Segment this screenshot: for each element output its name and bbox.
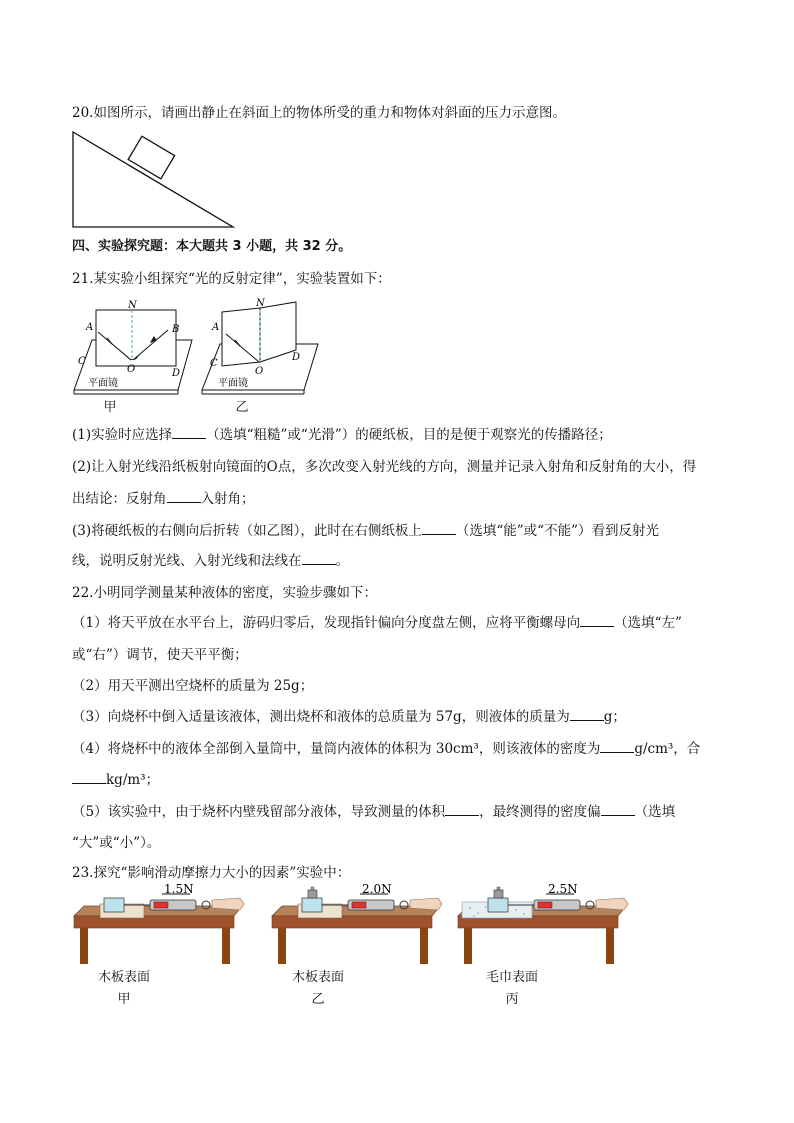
q22-step4-line2: kg/m³； [72,771,159,789]
q22-step1-line2: 或“右”）调节，使天平平衡； [72,647,248,663]
q22-step4-line1: （4）将烧杯中的液体全部倒入量筒中，量筒内液体的体积为 30cm³，则该液体的密度为 g/cm³，合 [72,741,701,757]
mirror-label: 平面镜 [218,378,248,389]
q22-step5-line1: （5）该实验中，由于烧杯内壁残留部分液体，导致测量的体积 ，最终测得的密度偏 （选填 [72,804,676,820]
answer-blank[interactable] [167,490,201,503]
q21-part3-line2: 线，说明反射光线、入射光线和法线在 。 [72,553,349,569]
answer-blank[interactable] [302,552,336,565]
fig-caption-yi: 乙 [235,400,249,415]
fig-letter-n: N [128,300,137,311]
answer-blank[interactable] [601,803,635,816]
answer-blank[interactable] [422,522,456,535]
force-reading: 2.0N [362,882,392,896]
fig-letter-o: O [127,364,136,375]
fig-letter-d: D [172,368,181,379]
answer-blank[interactable] [600,740,634,753]
force-reading: 2.5N [548,882,578,896]
q20-text: 20.如图所示，请画出静止在斜面上的物体所受的重力和物体对斜面的压力示意图。 [72,105,566,121]
force-reading: 1.5N [164,882,194,896]
surface-label: 木板表面 [97,970,150,985]
q22-step5-line2: “大”或“小”）。 [72,835,161,851]
reflection-figure-yi [200,300,325,395]
fig-letter-a: A [86,322,94,333]
fig-caption: 甲 [117,992,131,1007]
fig-caption-jia: 甲 [103,400,117,415]
surface-label: 毛巾表面 [485,970,538,985]
fig-letter-c: C [210,358,218,369]
q21-part2-line2: 出结论：反射角 入射角； [72,491,255,507]
fig-letter-n: N [256,298,265,309]
answer-blank[interactable] [72,771,106,784]
q22-step3: （3）向烧杯中倒入适量该液体，测出烧杯和液体的总质量为 57g，则液体的质量为 g； [72,709,626,725]
fig-letter-a: A [212,322,220,333]
mirror-label: 平面镜 [88,378,118,389]
surface-label: 木板表面 [291,970,344,985]
q21-part2-line1: (2)让入射光线沿纸板射向镜面的O点，多次改变入射光线的方向，测量并记录入射角和反射角的大小，得 [72,459,697,475]
q22-stem: 22.小明同学测量某种液体的密度，实验步骤如下： [72,585,377,601]
answer-blank[interactable] [580,614,614,627]
answer-blank[interactable] [570,708,604,721]
q20-incline-figure [72,130,236,230]
friction-figure-yi [270,882,450,968]
fig-letter-c: C [78,356,86,367]
reflection-figure-jia [72,300,197,395]
q21-part1: (1)实验时应选择 （选填“粗糙”或“光滑”）的硬纸板，目的是便于观察光的传播路径； [72,427,612,443]
q22-step1-line1: （1）将天平放在水平台上，游码归零后，发现指针偏向分度盘左侧，应将平衡螺母向 （选填“左” [72,615,682,631]
friction-figure-jia [72,882,252,968]
friction-figure-bing [456,882,636,968]
fig-letter-d: D [292,352,301,363]
fig-letter-o: O [255,366,264,377]
q21-stem: 21.某实验小组探究“光的反射定律”，实验装置如下： [72,271,391,287]
fig-caption: 丙 [505,992,519,1007]
q22-step2: （2）用天平测出空烧杯的质量为 25g； [72,678,314,694]
answer-blank[interactable] [445,803,479,816]
fig-caption: 乙 [311,992,325,1007]
answer-blank[interactable] [172,426,206,439]
q21-part3-line1: (3)将硬纸板的右侧向后折转（如乙图），此时在右侧纸板上 （选填“能”或“不能”）看到反射光 [72,523,659,539]
fig-letter-b: B [172,324,180,335]
q23-stem: 23.探究“影响滑动摩擦力大小的因素”实验中： [72,865,351,881]
section-heading: 四、实验探究题：本大题共 3 小题，共 32 分。 [72,239,352,254]
